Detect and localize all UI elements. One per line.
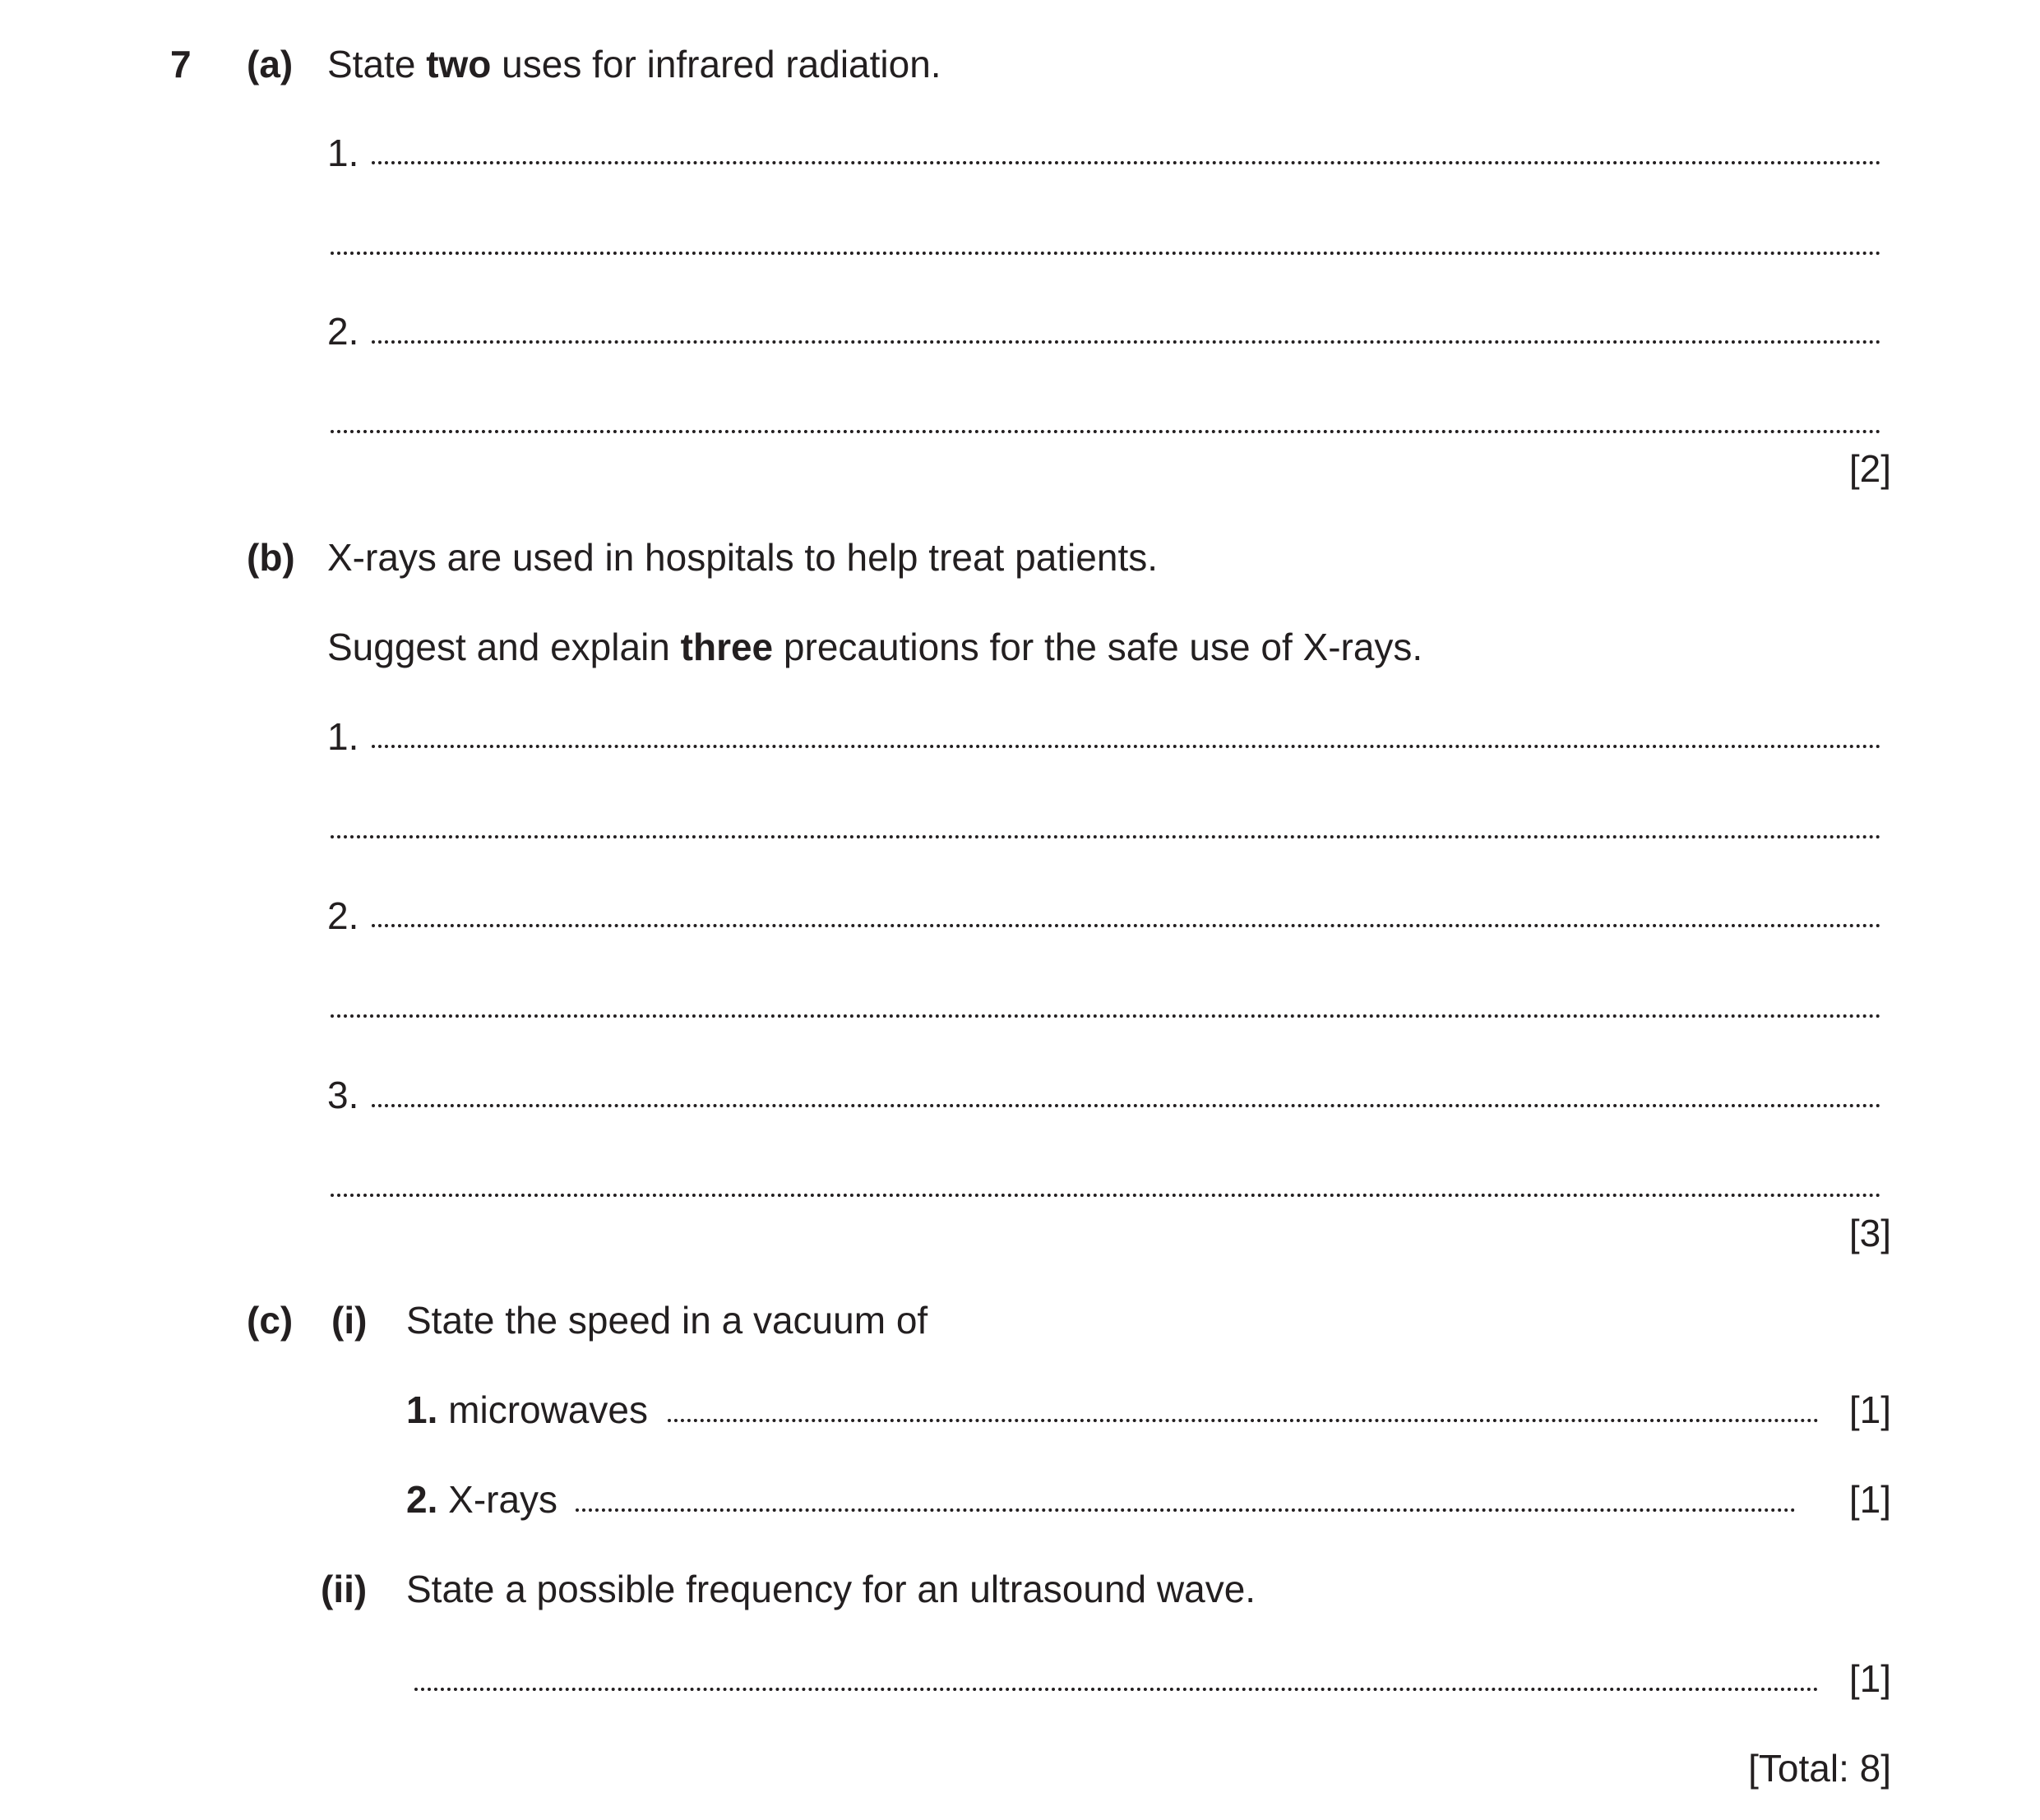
part-b-prompt-after: precautions for the safe use of X-rays.: [773, 626, 1423, 668]
part-c-i-item-1: [406, 1388, 648, 1431]
part-a-answer-line-2a[interactable]: [372, 340, 1881, 344]
part-a-answer-line-2b[interactable]: [331, 430, 1881, 433]
part-b-answer-line-3b[interactable]: [331, 1194, 1881, 1197]
part-a-answer-line-1b[interactable]: [331, 252, 1881, 255]
part-c-i-item-1-marks: [1]: [1848, 1388, 1891, 1431]
part-b-answer-line-3a[interactable]: [372, 1104, 1881, 1107]
part-c-i-item-2-number: 2.: [406, 1478, 438, 1521]
part-b-answer-line-1b[interactable]: [331, 835, 1881, 838]
question-total: [Total: 8]: [1748, 1747, 1891, 1790]
part-a-prompt-after: uses for infrared radiation.: [491, 43, 941, 85]
part-b-answer-line-1a[interactable]: [372, 745, 1881, 748]
part-c-ii-marks: [1]: [1848, 1657, 1891, 1700]
part-c-i-item-2-marks: [1]: [1848, 1478, 1891, 1521]
part-c-i-item-2: [406, 1478, 558, 1521]
part-c-label: (c): [247, 1299, 294, 1342]
part-b-answer-line-2a[interactable]: [372, 924, 1881, 927]
part-a-item-2-number: 2.: [327, 310, 359, 353]
part-b-prompt-before: Suggest and explain: [327, 626, 681, 668]
part-a-item-1-number: 1.: [327, 132, 359, 174]
part-c-i-prompt: State the speed in a vacuum of: [406, 1299, 928, 1342]
part-b-answer-line-2b[interactable]: [331, 1014, 1881, 1018]
part-c-ii-prompt: State a possible frequency for an ultrasound wave.: [406, 1568, 1256, 1610]
part-b-item-2-number: 2.: [327, 894, 359, 937]
part-b-prompt: [327, 628, 1422, 666]
part-a-answer-line-1a[interactable]: [372, 161, 1881, 164]
part-c-i-answer-line-2[interactable]: [576, 1508, 1796, 1512]
part-a-label: (a): [247, 43, 294, 85]
part-b-prompt-bold: three: [680, 626, 774, 668]
part-b-item-3-number: 3.: [327, 1074, 359, 1116]
part-a-prompt-before: State: [327, 43, 427, 85]
part-c-i-item-2-text: X-rays: [437, 1478, 558, 1521]
part-c-ii-label: (ii): [321, 1568, 368, 1610]
part-b-marks: [3]: [1848, 1212, 1891, 1254]
question-number: 7: [170, 43, 192, 85]
part-c-i-answer-line-1[interactable]: [668, 1419, 1819, 1422]
part-c-i-label: (i): [331, 1299, 368, 1342]
part-b-item-1-number: 1.: [327, 715, 359, 758]
part-a-marks: [2]: [1848, 447, 1891, 490]
part-a-prompt: [327, 45, 941, 83]
part-c-i-item-1-number: 1.: [406, 1388, 438, 1431]
part-a-prompt-bold: two: [426, 43, 492, 85]
part-c-ii-answer-line[interactable]: [414, 1688, 1819, 1691]
part-b-label: (b): [247, 536, 295, 579]
part-b-intro: X-rays are used in hospitals to help treat patients.: [327, 536, 1159, 579]
part-c-i-item-1-text: microwaves: [437, 1388, 648, 1431]
